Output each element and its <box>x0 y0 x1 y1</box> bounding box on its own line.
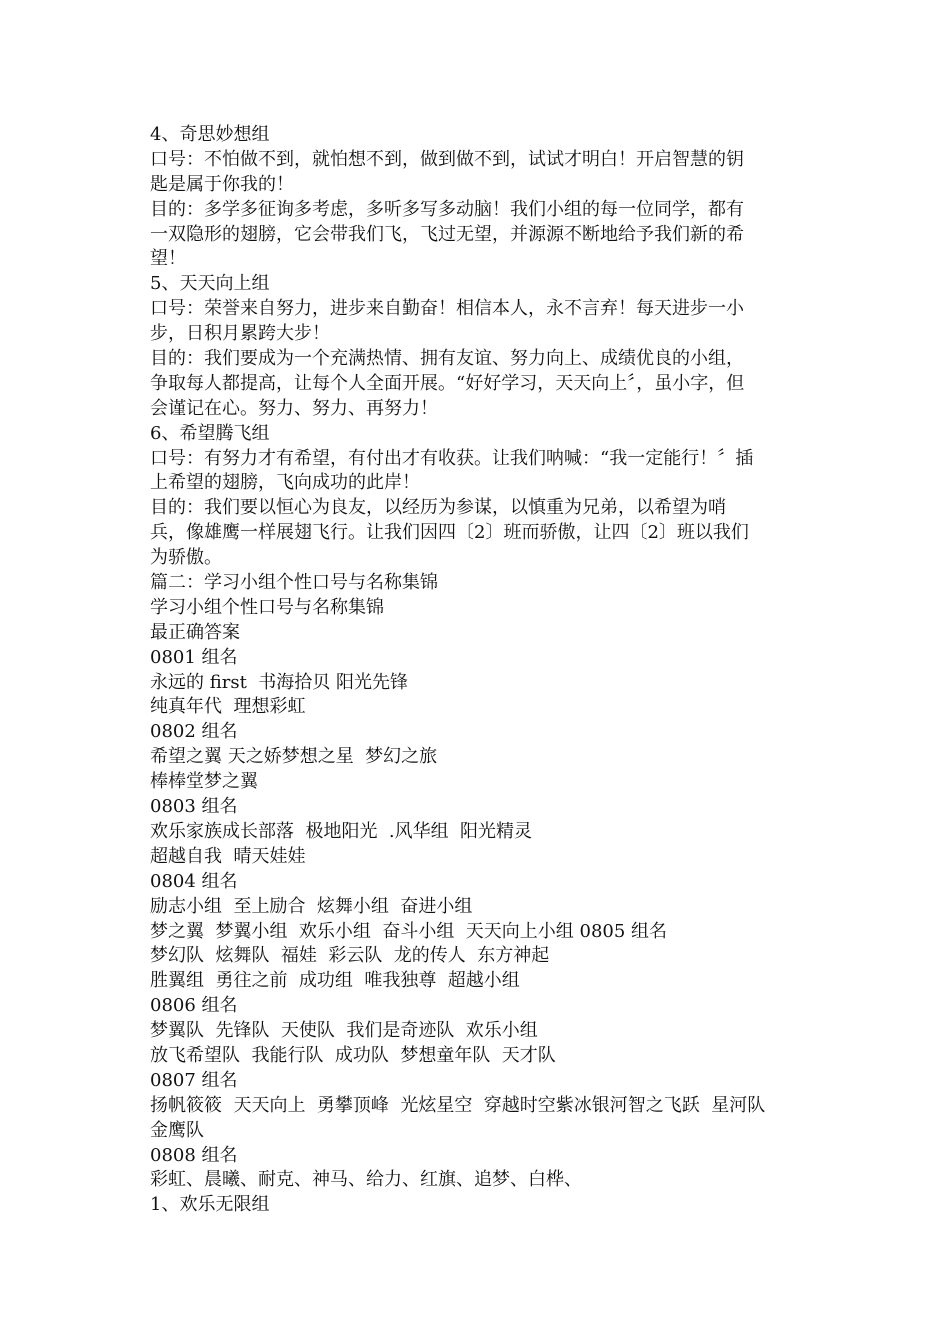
text-line: 胜翼组 勇往之前 成功组 唯我独尊 超越小组 <box>150 970 520 992</box>
text-line: 5、天天向上组 <box>150 273 270 295</box>
text-line: 6、希望腾飞组 <box>150 422 270 444</box>
text-line: 篇二：学习小组个性口号与名称集锦 <box>150 572 438 594</box>
text-line: 0801 组名 <box>150 646 238 668</box>
text-line: 梦之翼 梦翼小组 欢乐小组 奋斗小组 天天向上小组 0805 组名 <box>150 920 668 942</box>
text-line: 棒棒堂梦之翼 <box>150 771 258 793</box>
text-line: 兵，像雄鹰一样展翅飞行。让我们因四〔2〕班而骄傲，让四〔2〕班以我们 <box>150 522 749 544</box>
text-line: 扬帆筱筱 天天向上 勇攀顶峰 光炫星空 穿越时空紫冰银河智之飞跃 星河队 <box>150 1094 766 1116</box>
text-line: 步，日积月累跨大步！ <box>150 323 330 345</box>
text-line: 放飞希望队 我能行队 成功队 梦想童年队 天才队 <box>150 1044 556 1066</box>
text-line: 望！ <box>150 248 186 270</box>
text-line: 目的：我们要成为一个充满热情、拥有友谊、努力向上、成绩优良的小组， <box>150 348 744 370</box>
text-line: 0802 组名 <box>150 721 238 743</box>
text-line: 0803 组名 <box>150 796 238 818</box>
text-line: 口号：不怕做不到，就怕想不到，做到做不到，试试才明白！开启智慧的钥 <box>150 148 744 170</box>
text-line: 0804 组名 <box>150 870 238 892</box>
text-line: 目的：多学多征询多考虑，多听多写多动脑！我们小组的每一位同学，都有 <box>150 198 744 220</box>
text-line: 超越自我 晴天娃娃 <box>150 845 306 867</box>
text-line: 希望之翼 天之娇梦想之星 梦幻之旅 <box>150 746 438 768</box>
text-line: 纯真年代 理想彩虹 <box>150 696 306 718</box>
text-line: 最正确答案 <box>150 621 240 643</box>
text-line: 为骄傲。 <box>150 547 222 569</box>
text-line: 梦翼队 先锋队 天使队 我们是奇迹队 欢乐小组 <box>150 1020 538 1042</box>
text-line: 彩虹、晨曦、耐克、神马、给力、红旗、追梦、白桦、 <box>150 1169 582 1191</box>
text-line: 梦幻队 炫舞队 福娃 彩云队 龙的传人 东方神起 <box>150 945 550 967</box>
text-line: 匙是属于你我的！ <box>150 173 294 195</box>
text-line: 上希望的翅膀，飞向成功的此岸！ <box>150 472 420 494</box>
text-line: 永远的 first 书海拾贝 阳光先锋 <box>150 671 408 693</box>
text-line: 口号：有努力才有希望，有付出才有收获。让我们呐喊：“我一定能行！〞插 <box>150 447 754 469</box>
text-line: 口号：荣誉来自努力，进步来自勤奋！相信本人，永不言弃！每天进步一小 <box>150 298 744 320</box>
text-line: 金鹰队 <box>150 1119 204 1141</box>
text-line: 4、奇思妙想组 <box>150 124 270 145</box>
text-line: 争取每人都提高，让每个人全面开展。“好好学习，天天向上〞，虽小字，但 <box>150 372 745 394</box>
text-line: 0806 组名 <box>150 995 238 1017</box>
text-line: 一双隐形的翅膀，它会带我们飞，飞过无望，并源源不断地给予我们新的希 <box>150 223 744 245</box>
text-line: 会谨记在心。努力、努力、再努力！ <box>150 397 438 419</box>
text-line: 励志小组 至上励合 炫舞小组 奋进小组 <box>150 895 473 917</box>
document-body <box>150 123 800 1218</box>
text-line: 欢乐家族成长部落 极地阳光 .风华组 阳光精灵 <box>150 820 533 842</box>
text-line: 0807 组名 <box>150 1069 238 1091</box>
text-line: 0808 组名 <box>150 1144 238 1166</box>
text-line: 学习小组个性口号与名称集锦 <box>150 596 384 618</box>
text-line: 1、欢乐无限组 <box>150 1194 270 1216</box>
text-line: 目的：我们要以恒心为良友，以经历为参谋，以慎重为兄弟，以希望为哨 <box>150 497 726 519</box>
